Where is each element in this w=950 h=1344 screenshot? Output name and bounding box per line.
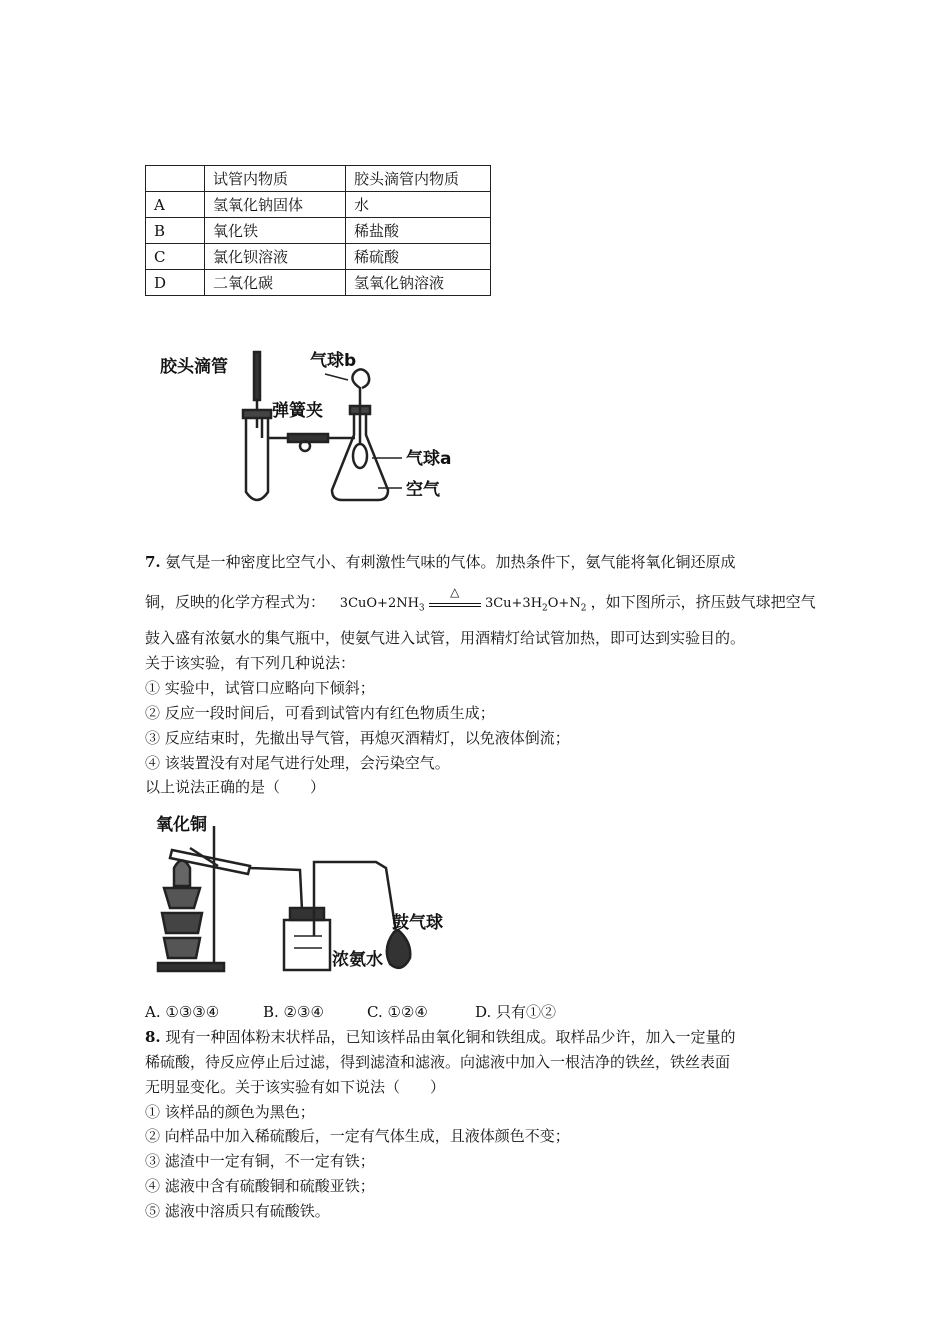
table-row (146, 270, 491, 296)
equation-subscript: 2 (580, 603, 587, 614)
equation-subscript: 2 (542, 603, 548, 614)
q8-statement: ② 向样品中加入稀硫酸后，一定有气体生成，且液体颜色不变； (145, 1127, 570, 1145)
table-cell: 稀盐酸 (346, 218, 491, 244)
table-cell: C (146, 244, 205, 270)
table-header-row (146, 166, 491, 192)
q8-line-1 (145, 1027, 735, 1047)
table-cell: 水 (346, 192, 491, 218)
q7-statement: ③ 反应结束时，先撤出导气管，再熄灭酒精灯，以免液体倒流； (145, 729, 570, 747)
q7-statement: ① 实验中，试管口应略向下倾斜； (145, 679, 375, 697)
table-cell: 稀硫酸 (346, 244, 491, 270)
q7-prompt: 以上说法正确的是（ ） (145, 778, 326, 796)
equation-left: 3CuO+2NH (339, 596, 419, 611)
q7-statement: ② 反应一段时间后，可看到试管内有红色物质生成； (145, 704, 495, 722)
balloon-a (353, 444, 367, 468)
table-row (146, 218, 491, 244)
equation-subscript: 3 (418, 603, 425, 614)
table-row (146, 192, 491, 218)
table-cell: A (146, 192, 205, 218)
q7-line-2 (145, 585, 816, 619)
q8-line-3: 无明显变化。关于该实验有如下说法（ ） (145, 1078, 446, 1096)
q7-line-1 (145, 552, 735, 572)
options-table (145, 165, 491, 296)
label-copper-oxide: 氧化铜 (156, 815, 207, 835)
choice-c: C. ①②④ (367, 1003, 428, 1021)
equation-condition: △ (450, 585, 460, 599)
q8-statement: ④ 滤液中含有硫酸铜和硫酸亚铁； (145, 1177, 375, 1195)
label-balloon-a: 气球a (406, 449, 452, 469)
test-tube-flask-figure (150, 340, 480, 515)
q7-line-4: 关于该实验，有下列几种说法： (145, 654, 356, 672)
table-cell: 氢氧化钠固体 (205, 192, 346, 218)
delivery-tube (250, 868, 302, 910)
chemical-equation (339, 585, 591, 614)
question-number: 7. (145, 553, 161, 571)
q7-line2-prefix: 铜，反映的化学方程式为： (145, 593, 326, 611)
label-air: 空气 (406, 480, 440, 500)
stand-base (158, 963, 224, 971)
q8-line-2: 稀硫酸，待反应停止后过滤，得到滤渣和滤液。向滤液中加入一根洁净的铁丝，铁丝表面 (145, 1053, 731, 1071)
alcohol-lamp (174, 861, 190, 887)
label-clamp: 弹簧夹 (272, 401, 323, 421)
q8-statement: ③ 滤渣中一定有铜，不一定有铁； (145, 1152, 375, 1170)
balloon-b (352, 369, 369, 406)
table-cell: B (146, 218, 205, 244)
q8-statement: ① 该样品的颜色为黑色； (145, 1103, 315, 1121)
copper-oxide-apparatus-figure (150, 808, 460, 980)
equation-right-a: 3Cu+3H (484, 596, 543, 611)
air-bulb (387, 930, 410, 968)
table-cell: 氧化铁 (205, 218, 346, 244)
q7-statement: ④ 该装置没有对尾气进行处理，会污染空气。 (145, 754, 450, 772)
bottle-stopper (290, 908, 324, 920)
q8-text: 现有一种固体粉末状样品，已知该样品由氧化铜和铁组成。取样品少许，加入一定量的 (165, 1028, 736, 1046)
label-air-bulb: 鼓气球 (392, 913, 443, 933)
table-cell: 氯化钡溶液 (205, 244, 346, 270)
table-row (146, 244, 491, 270)
q7-line2-suffix: ，如下图所示，挤压鼓气球把空气 (590, 593, 816, 611)
equation-arrow (429, 585, 481, 607)
dropper-bulb (254, 352, 260, 400)
label-ammonia: 浓氨水 (332, 950, 383, 970)
table-header-cell: 试管内物质 (205, 166, 346, 192)
label-balloon-b: 气球b (310, 351, 357, 371)
table-header-cell: 胶头滴管内物质 (346, 166, 491, 192)
q7-intro: 氨气是一种密度比空气小、有刺激性气味的气体。加热条件下，氨气能将氧化铜还原成 (165, 553, 736, 571)
label-dropper: 胶头滴管 (160, 357, 228, 377)
air-tube (314, 862, 396, 932)
q8-statement: ⑤ 滤液中溶质只有硫酸铁。 (145, 1202, 330, 1220)
equation-right-b: O+N (547, 596, 581, 611)
gas-bottle (284, 920, 330, 970)
table-cell: D (146, 270, 205, 296)
alcohol-lamp-stack (164, 888, 200, 908)
q7-line-3: 鼓入盛有浓氨水的集气瓶中，使氨气进入试管，用酒精灯给试管加热，即可达到实验目的。 (145, 629, 746, 647)
table-cell: 氢氧化钠溶液 (346, 270, 491, 296)
table-cell: 二氧化碳 (205, 270, 346, 296)
q7-choices (145, 1002, 556, 1022)
choice-a: A. ①③③④ (145, 1003, 220, 1021)
question-number: 8. (145, 1028, 161, 1046)
table-header-cell (146, 166, 205, 192)
choice-b: B. ②③④ (263, 1003, 324, 1021)
choice-d: D. 只有①② (475, 1003, 557, 1021)
tube-stopper (243, 410, 271, 418)
